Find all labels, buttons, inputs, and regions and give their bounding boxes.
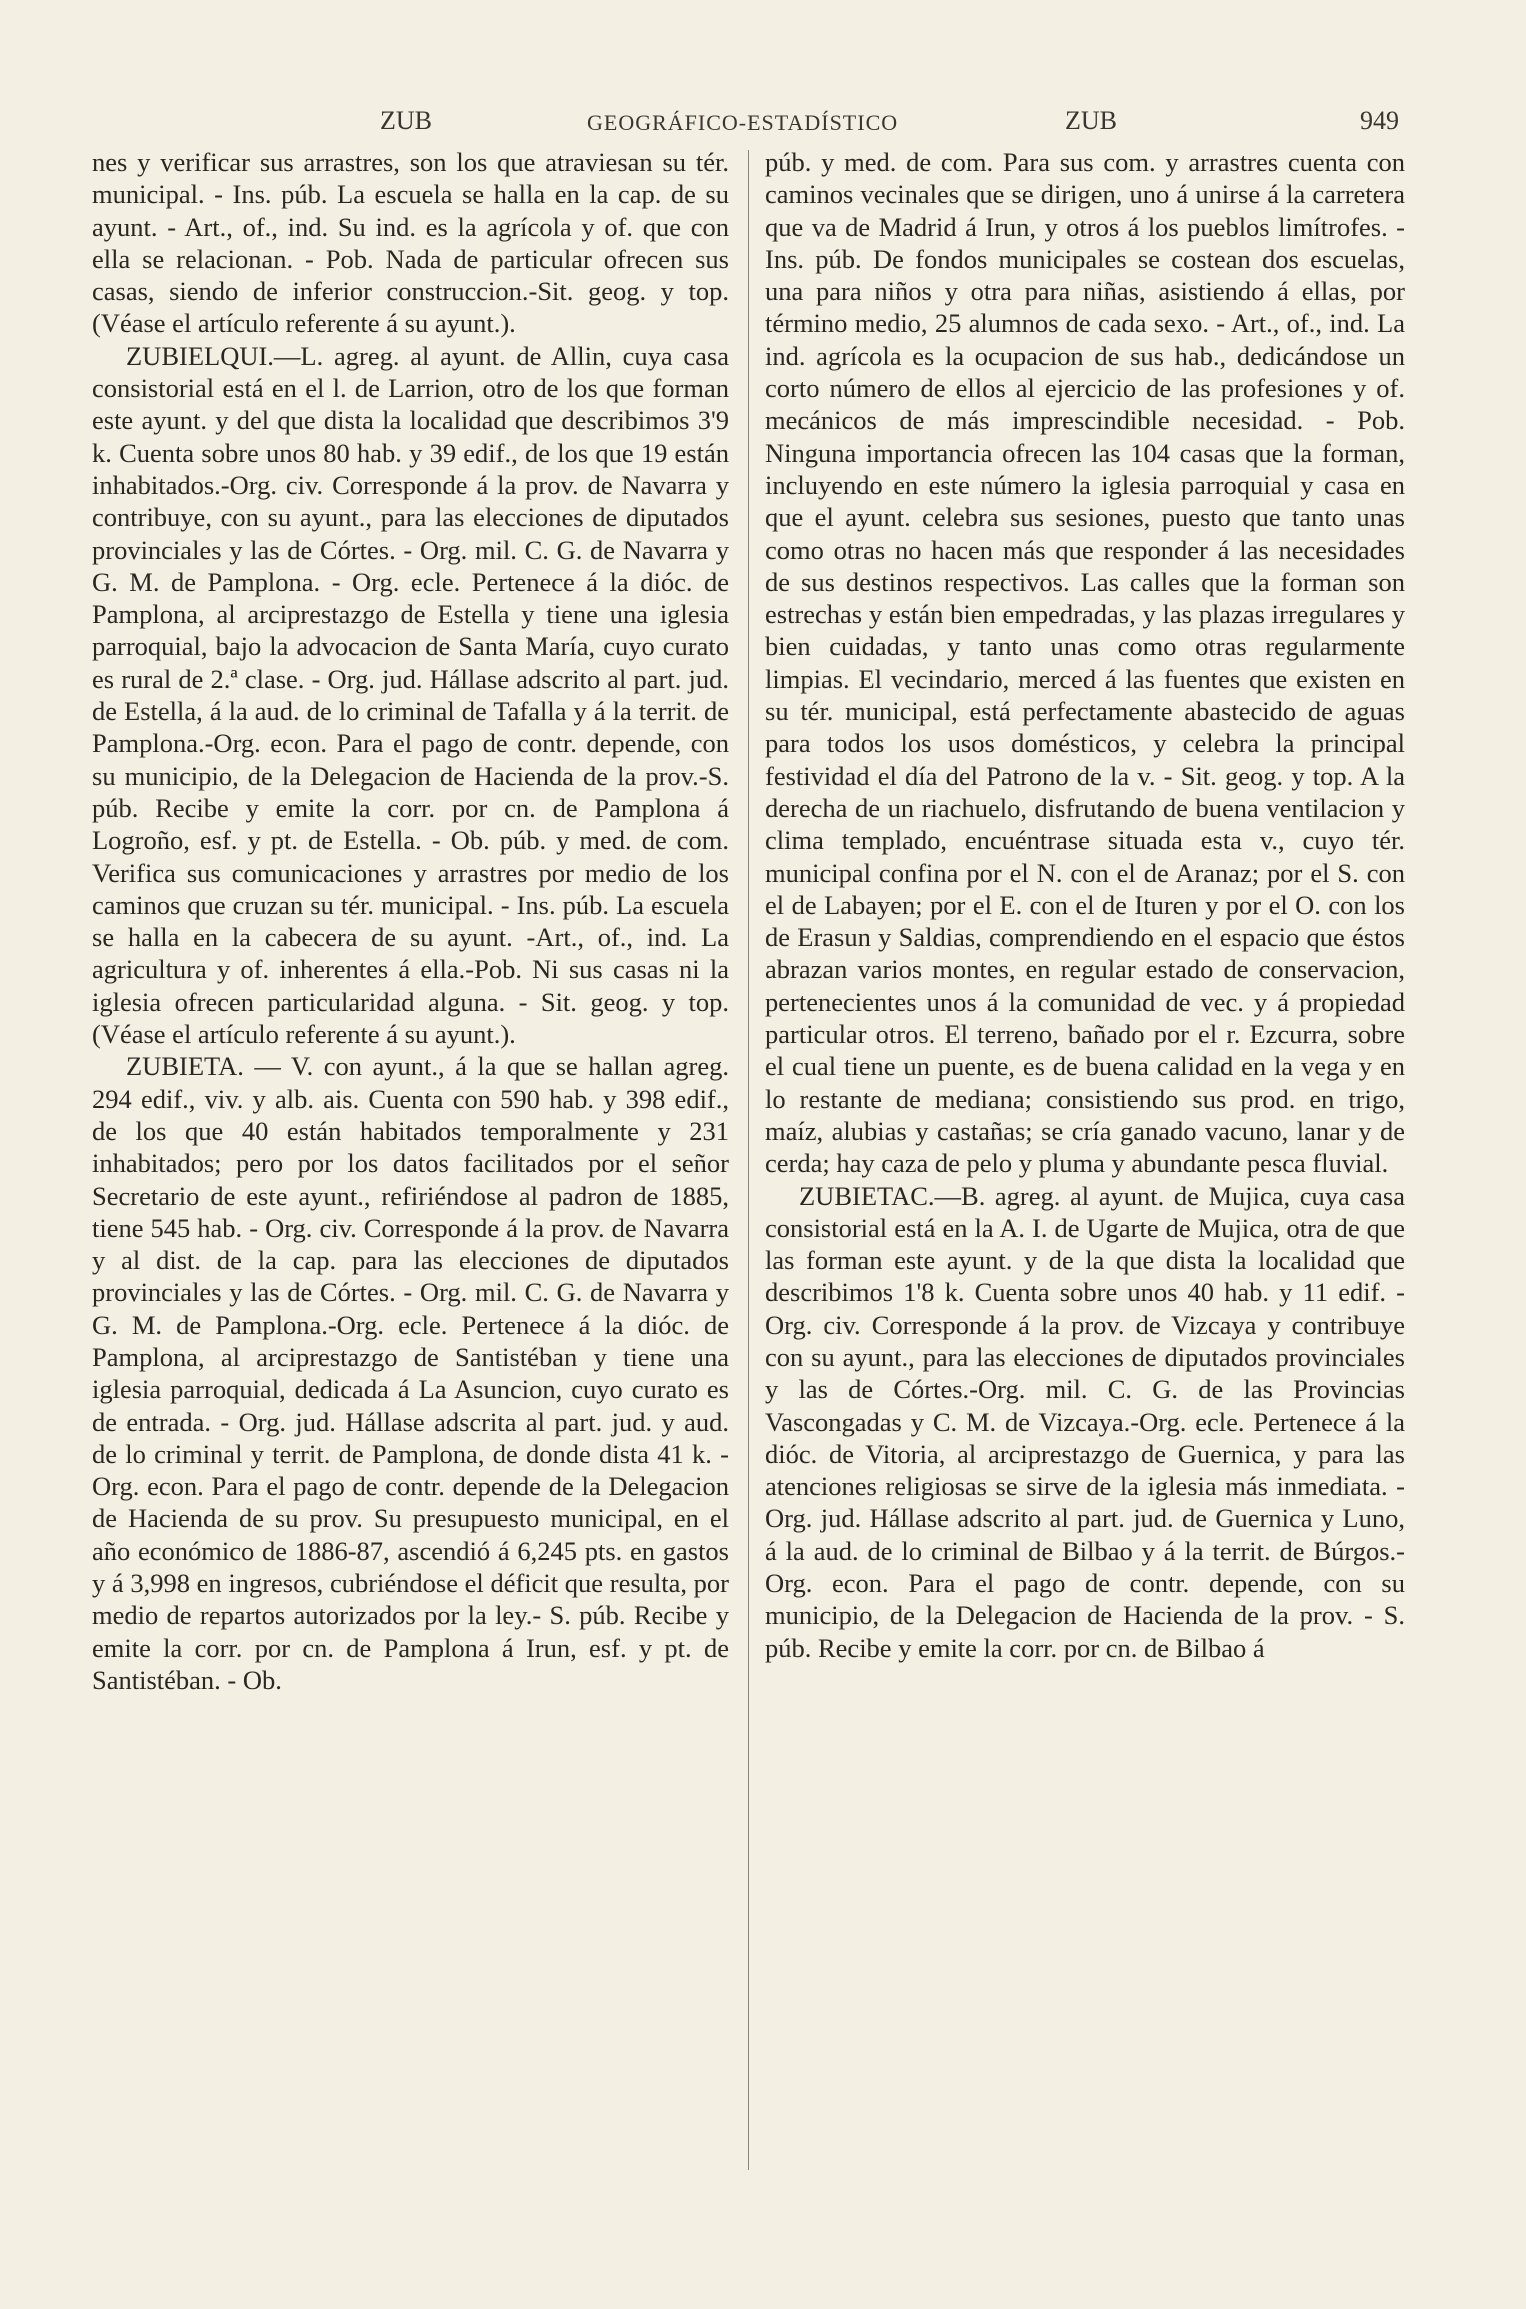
entry-paragraph: púb. y med. de com. Para sus com. y arrastres cuenta con caminos vecinales que se dirigen, uno á unirse á la carretera que va de Madrid á Irun, y otros á los pueblos limítrofes. - Ins. púb. De fondos municipales se costean dos escuelas, una para niños y otra para niñas, asistiendo á ellas, por término medio, 25 alumnos de cada sexo. - Art., of., ind. La ind. agrícola es la ocupacion de sus hab., dedicándose un corto número de ellos al ejercicio de las profesiones y of. mecánicos de más imprescindible necesidad. - Pob. Ninguna importancia ofrecen las 104 casas que la forman, incluyendo en este número la iglesia parroquial y casa en que el ayunt. celebra sus sesiones, puesto que tanto unas como otras no hacen más que responder á las necesidades de sus destinos respectivos. Las calles que la forman son estrechas y están bien empedradas, y las plazas irregulares y bien cuidadas, y tanto unas como otras regularmente limpias. El vecindario, merced á las fuentes que existen en su tér. municipal, está perfectamente abastecido de aguas para todos los usos domésticos, y celebra la principal festividad el día del Patrono de la v. - Sit. geog. y top. A la derecha de un riachuelo, disfrutando de buena ventilacion y clima templado, encuéntrase situada esta v., cuyo tér. municipal confina por el N. con el de Aranaz; por el S. con el de Labayen; por el E. con el de Ituren y por el O. con los de Erasun y Saldias, comprendiendo en el espacio que éstos abrazan varios montes, en regular estado de conservacion, pertenecientes unos á la comunidad de vec. y á propiedad particular otros. El terreno, bañado por el r. Ezcurra, sobre el cual tiene un puente, es de buena calidad en la vega y en lo restante de mediana; consistiendo sus prod. en trigo, maíz, alubias y castañas; se cría ganado vacuno, lanar y de cerda; hay caza de pelo y pluma y abundante pesca fluvial. bbox=[765, 147, 1405, 1179]
entry-paragraph: ZUBIETA. — V. con ayunt., á la que se hallan agreg. 294 edif., viv. y alb. ais. Cuenta con 590 hab. y 398 edif., de los que 40 están habitados temporalmente y 231 inhabitados; pero por los datos facilitados por el señor Secretario de este ayunt., refiriéndose al padron de 1885, tiene 545 hab. - Org. civ. Corresponde á la prov. de Navarra y al dist. de la cap. para las elecciones de diputados provinciales y las de Córtes. - Org. mil. C. G. de Navarra y G. M. de Pamplona.-Org. ecle. Pertenece á la dióc. de Pamplona, al arciprestazgo de Santistéban y tiene una iglesia parroquial, dedicada á La Asuncion, cuyo curato es de entrada. - Org. jud. Hállase adscrita al part. jud. y aud. de lo criminal y territ. de Pamplona, de donde dista 41 k. - Org. econ. Para el pago de contr. depende de la Delegacion de Hacienda de su prov. Su presupuesto municipal, en el año económico de 1886-87, ascendió á 6,245 pts. en gastos y á 3,998 en ingresos, cubriéndose el déficit que resulta, por medio de repartos autorizados por la ley.- S. púb. Recibe y emite la corr. por cn. de Pamplona á Irun, esf. y pt. de Santistéban. - Ob. bbox=[92, 1051, 729, 1695]
entry-paragraph: ZUBIETAC.—B. agreg. al ayunt. de Mujica, cuya casa consistorial está en la A. I. de Ugarte de Mujica, otra de que las forman este ayunt. y de la que dista la localidad que describimos 1'8 k. Cuenta sobre unos 40 hab. y 11 edif. - Org. civ. Corresponde á la prov. de Vizcaya y contribuye con su ayunt., para las elecciones de diputados provinciales y las de Córtes.-Org. mil. C. G. de las Provincias Vascongadas y C. M. de Vizcaya.-Org. ecle. Pertenece á la dióc. de Vitoria, al arciprestazgo de Guernica, y para las atenciones religiosas se sirve de la iglesia más inmediata. - Org. jud. Hállase adscrito al part. jud. de Guernica y Luno, á la aud. de lo criminal de Bilbao y á la territ. de Búrgos.-Org. econ. Para el pago de contr. depende, con su municipio, de la Delegacion de Hacienda de la prov. - S. púb. Recibe y emite la corr. por cn. de Bilbao á bbox=[765, 1180, 1405, 1663]
entry-paragraph: nes y verificar sus arrastres, son los que atraviesan su tér. municipal. - Ins. púb. La escuela se halla en la cap. de su ayunt. - Art., of., ind. Su ind. es la agrícola y of. que con ella se relacionan. - Pob. Nada de particular ofrecen sus casas, siendo de inferior construccion.-Sit. geog. y top. (Véase el artículo referente á su ayunt.). bbox=[92, 147, 729, 339]
entry-paragraph: ZUBIELQUI.—L. agreg. al ayunt. de Allin, cuya casa consistorial está en el l. de Larrion, otro de los que forman este ayunt. y del que dista la localidad que describimos 3'9 k. Cuenta sobre unos 80 hab. y 39 edif., de los que 19 están inhabitados.-Org. civ. Corresponde á la prov. de Navarra y contribuye, con su ayunt., para las elecciones de diputados provinciales y las de Córtes. - Org. mil. C. G. de Navarra y G. M. de Pamplona. - Org. ecle. Pertenece á la dióc. de Pamplona, al arciprestazgo de Estella y tiene una iglesia parroquial, bajo la advocacion de Santa María, cuyo curato es rural de 2.ª clase. - Org. jud. Hállase adscrito al part. jud. de Estella, á la aud. de lo criminal de Tafalla y á la territ. de Pamplona.-Org. econ. Para el pago de contr. depende, con su municipio, de la Delegacion de Hacienda de la prov.-S. púb. Recibe y emite la corr. por cn. de Pamplona á Logroño, esf. y pt. de Estella. - Ob. púb. y med. de com. Verifica sus comunicaciones y arrastres por medio de los caminos que cruzan su tér. municipal. - Ins. púb. La escuela se halla en la cabecera de su ayunt. -Art., of., ind. La agricultura y of. inherentes á ella.-Pob. Ni sus casas ni la iglesia ofrecen particularidad alguna. - Sit. geog. y top. (Véase el artículo referente á su ayunt.). bbox=[92, 340, 729, 1050]
header-title: GEOGRÁFICO-ESTADÍSTICO bbox=[587, 110, 899, 135]
header-left-word: ZUB bbox=[380, 106, 432, 135]
header-right-word: ZUB bbox=[1065, 106, 1117, 135]
right-column bbox=[765, 146, 1405, 1664]
left-column bbox=[92, 146, 729, 1696]
column-divider bbox=[748, 150, 749, 2170]
running-header bbox=[90, 106, 1410, 146]
page-number: 949 bbox=[1360, 106, 1399, 135]
